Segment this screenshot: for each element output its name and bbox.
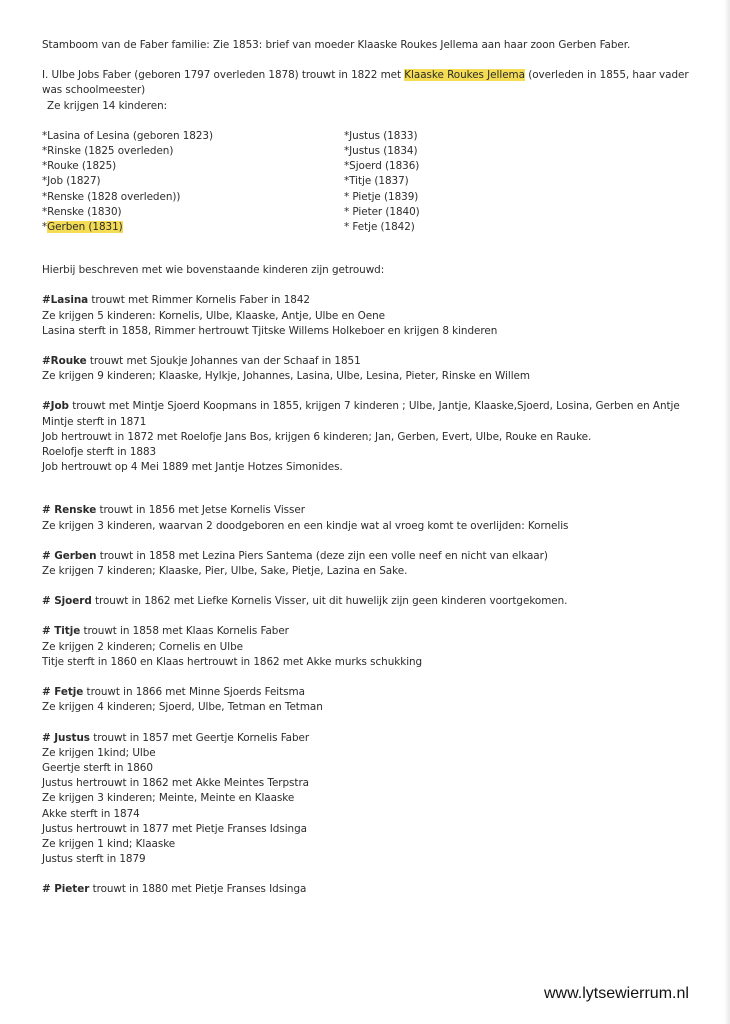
marriage-entry	[42, 399, 730, 475]
marriage-entry	[42, 293, 730, 339]
spacer	[42, 114, 730, 129]
intro-text-pre: I. Ulbe Jobs Faber (geboren 1797 overleden 1878) trouwt in 1822 met	[42, 69, 405, 82]
marriage-person-name: Job	[50, 400, 69, 413]
marriage-person-name: Lasina	[50, 294, 89, 307]
marriage-person-name: Sjoerd	[54, 595, 92, 608]
marriage-detail-line: Ze krijgen 7 kinderen; Klaaske, Pier, Ulbe, Sake, Pietje, Lazina en Sake.	[42, 565, 408, 578]
marriage-description: trouwt met Sjoukje Johannes van der Schaaf in 1851	[86, 355, 361, 368]
marriage-description: trouwt in 1858 met Klaas Kornelis Faber	[80, 625, 289, 638]
marriage-heading	[42, 399, 730, 414]
spacer	[42, 278, 730, 293]
marriage-detail-line: Job hertrouwt in 1872 met Roelofje Jans Bos, krijgen 6 kinderen; Jan, Gerben, Evert, Ulbe, Rouke en Rauke.	[42, 430, 592, 443]
spacer	[42, 609, 730, 624]
marriage-prefix: #	[42, 549, 55, 562]
marriage-detail-line: Ze krijgen 3 kinderen; Meinte, Meinte en Klaaske	[42, 792, 295, 805]
marriage-heading	[42, 624, 730, 639]
child-entry: *Justus (1833)	[344, 129, 418, 142]
marriage-detail-line: Titje sterft in 1860 en Klaas hertrouwt in 1862 met Akke murks schukking	[42, 655, 423, 668]
spacer	[42, 579, 730, 594]
marriage-person-name: Gerben	[54, 549, 97, 562]
spacer	[42, 867, 730, 882]
spacer	[42, 534, 730, 549]
marriage-prefix: #	[42, 595, 55, 608]
marriage-heading	[42, 549, 730, 564]
website-url: www.lytsewierrum.nl	[544, 985, 689, 1002]
marriage-description: trouwt in 1862 met Liefke Kornelis Visser, uit dit huwelijk zijn geen kinderen voortgekomen.	[91, 595, 568, 608]
marriage-heading	[42, 594, 730, 609]
highlighted-name: Klaaske Roukes Jellema	[404, 69, 525, 82]
marriage-heading	[42, 882, 730, 897]
marriage-detail-line: Justus sterft in 1879	[42, 853, 146, 866]
children-list	[42, 129, 730, 235]
marriage-entry	[42, 624, 730, 670]
marriage-heading	[42, 354, 730, 369]
marriage-description: trouwt met Mintje Sjoerd Koopmans in 1855, krijgen 7 kinderen ; Ulbe, Jantje, Klaaske,Sjoerd, Losina, Gerben en Antje	[68, 400, 680, 413]
intro-line-1	[42, 68, 730, 83]
child-entry: *Renske (1830)	[42, 205, 122, 218]
child-entry: *Justus (1834)	[344, 145, 418, 158]
marriage-heading	[42, 685, 730, 700]
marriage-detail-line: Ze krijgen 5 kinderen: Kornelis, Ulbe, Klaaske, Antje, Ulbe en Oene	[42, 309, 385, 322]
marriage-detail-line: Ze krijgen 9 kinderen; Klaaske, Hylkje, Johannes, Lasina, Ulbe, Lesina, Pieter, Rinske en Willem	[42, 370, 530, 383]
child-entry: *Lasina of Lesina (geboren 1823)	[42, 129, 213, 142]
child-entry: *Sjoerd (1836)	[344, 160, 420, 173]
marriage-detail-line: Akke sterft in 1874	[42, 807, 140, 820]
document-title: Stamboom van de Faber familie: Zie 1853: brief van moeder Klaaske Roukes Jellema aan haar zoon Gerben Faber.	[42, 39, 631, 51]
child-entry: *Renske (1828 overleden))	[42, 190, 181, 203]
children-column-right	[344, 129, 644, 235]
child-entry: *Titje (1837)	[344, 175, 409, 188]
marriage-detail-line: Ze krijgen 1 kind; Klaaske	[42, 837, 176, 850]
children-count: Ze krijgen 14 kinderen:	[47, 99, 168, 112]
marriage-person-name: Fetje	[54, 686, 84, 699]
spacer	[42, 670, 730, 685]
marriage-person-name: Justus	[54, 731, 90, 744]
child-entry: *Job (1827)	[42, 175, 101, 188]
marriage-description: trouwt in 1856 met Jetse Kornelis Visser	[96, 504, 305, 517]
marriage-description: trouwt in 1858 met Lezina Piers Santema (deze zijn een volle neef en nicht van elkaar)	[96, 549, 548, 562]
child-star: *	[42, 221, 48, 234]
spacer	[42, 339, 730, 354]
marriage-prefix: #	[42, 355, 51, 368]
spacer	[42, 716, 730, 731]
child-entry: *Rouke (1825)	[42, 160, 117, 173]
child-entry: *Rinske (1825 overleden)	[42, 145, 174, 158]
marriage-entry	[42, 503, 730, 533]
marriage-detail-line: Justus hertrouwt in 1877 met Pietje Franses Idsinga	[42, 822, 307, 835]
spacer	[42, 475, 730, 503]
marriage-prefix: #	[42, 400, 51, 413]
marriages-list	[42, 278, 730, 897]
scan-edge-shadow	[724, 0, 730, 1024]
marriage-entry	[42, 549, 730, 579]
marriage-detail-line: Job hertrouwt op 4 Mei 1889 met Jantje Hotzes Simonides.	[42, 461, 343, 474]
child-entry-highlighted	[42, 220, 344, 235]
marriage-detail-line: Justus hertrouwt in 1862 met Akke Meintes Terpstra	[42, 777, 309, 790]
marriage-detail-line: Mintje sterft in 1871	[42, 415, 147, 428]
marriage-prefix: #	[42, 294, 51, 307]
marriage-heading	[42, 731, 730, 746]
marriage-detail-line: Roelofje sterft in 1883	[42, 446, 157, 459]
highlighted-child-name: Gerben (1831)	[47, 221, 123, 234]
marriage-description: trouwt in 1880 met Pietje Franses Idsinga	[89, 883, 307, 896]
marriage-prefix: #	[42, 686, 55, 699]
marriage-detail-line: Ze krijgen 3 kinderen, waarvan 2 doodgeboren en een kindje wat al vroeg komt te overlijden: Kornelis	[42, 519, 569, 532]
marriage-person-name: Renske	[54, 504, 97, 517]
children-column-left	[42, 129, 344, 235]
marriage-heading	[42, 293, 730, 308]
marriage-entry	[42, 594, 730, 609]
child-entry: * Pietje (1839)	[344, 190, 419, 203]
marriage-entry	[42, 731, 730, 868]
marriage-detail-line: Ze krijgen 4 kinderen; Sjoerd, Ulbe, Tetman en Tetman	[42, 701, 323, 714]
marriage-prefix: #	[42, 504, 55, 517]
marriage-person-name: Pieter	[54, 883, 90, 896]
marriage-heading	[42, 503, 730, 518]
spacer	[42, 53, 730, 68]
spacer	[42, 384, 730, 399]
marriage-person-name: Titje	[54, 625, 81, 638]
marriage-detail-line: Ze krijgen 1kind; Ulbe	[42, 746, 156, 759]
marriage-description: trouwt met Rimmer Kornelis Faber in 1842	[88, 294, 310, 307]
marriage-entry	[42, 882, 730, 897]
marriage-prefix: #	[42, 625, 55, 638]
marriage-description: trouwt in 1857 met Geertje Kornelis Faber	[89, 731, 310, 744]
intro-text-post: (overleden in 1855, haar vader	[524, 69, 689, 82]
marriage-description: trouwt in 1866 met Minne Sjoerds Feitsma	[83, 686, 305, 699]
marriage-entry	[42, 354, 730, 384]
marriage-prefix: #	[42, 731, 55, 744]
child-entry: * Fetje (1842)	[344, 221, 415, 234]
marriage-detail-line: Lasina sterft in 1858, Rimmer hertrouwt Tjitske Willems Holkeboer en krijgen 8 kinderen	[42, 324, 498, 337]
child-entry: * Pieter (1840)	[344, 205, 420, 218]
marriage-person-name: Rouke	[50, 355, 87, 368]
marriage-entry	[42, 685, 730, 715]
marriage-prefix: #	[42, 883, 55, 896]
marriage-detail-line: Ze krijgen 2 kinderen; Cornelis en Ulbe	[42, 640, 243, 653]
marriage-detail-line: Geertje sterft in 1860	[42, 761, 153, 774]
marriages-intro: Hierbij beschreven met wie bovenstaande kinderen zijn getrouwd:	[42, 264, 385, 277]
intro-line-2: was schoolmeester)	[42, 84, 146, 97]
spacer	[42, 235, 730, 263]
